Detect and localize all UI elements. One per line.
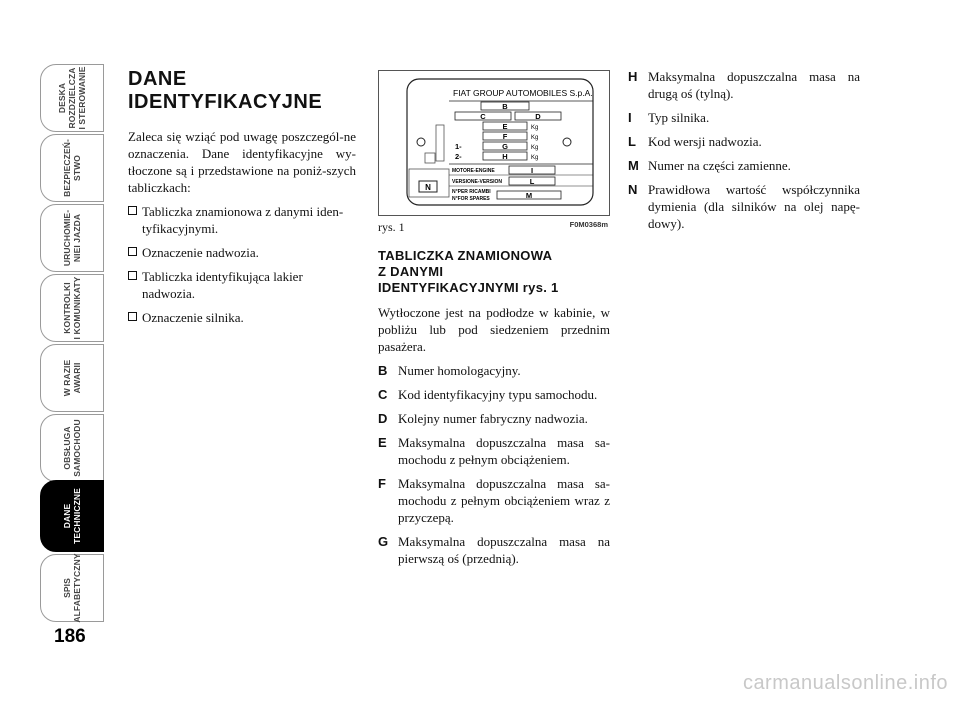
legend-text: Numer homologacyjny. [398,363,521,378]
legend-text: Maksymalna dopuszczalna masa na pierwszą oś (przednią). [398,534,610,566]
title-line: DANE [128,68,187,90]
field-L-label: L [529,177,535,186]
plate-header-text: FIAT GROUP AUTOMOBILES S.p.A. [453,88,593,98]
page-number: 186 [54,626,86,647]
figure-code: F0M0368m [569,220,608,229]
tab-obsluga[interactable] [40,414,104,482]
unit-kg: Kg [531,155,539,161]
unit-kg: Kg [531,135,539,141]
tab-label: BEZPIECZEŃ- STWO [62,139,82,197]
checkbox-bullet-icon [128,247,137,256]
column-plate [378,70,610,567]
section-heading [378,248,610,296]
tab-spis-alfabetyczny[interactable] [40,554,104,622]
plate-intro-paragraph: Wytłoczone jest na podłodze w kabinie, w pobliżu lub pod siedzeniem przednim pasażera. [378,305,610,354]
list-item [128,203,356,237]
legend-text: Kolejny numer fabryczny nadwozia. [398,411,588,426]
legend-item [628,68,860,102]
field-I-label: I [530,166,534,175]
field-M-label: M [525,191,533,200]
legend-letter: H [628,69,638,84]
list-item-text: Oznaczenie nadwozia. [142,245,259,260]
legend-item [378,410,610,427]
legend-text: Maksymalna dopuszczalna masa na drugą oś (tylną). [648,69,860,101]
heading-line: IDENTYFIKACYJNYMI rys. 1 [378,280,559,295]
tab-label: SPIS ALFABETYCZNY [62,553,82,623]
list-item-text: Tabliczka znamionowa z danymi iden-tyfikacyjnymi. [142,204,344,236]
unit-kg: Kg [531,145,539,151]
tab-uruchomienie[interactable] [40,204,104,272]
legend-item [378,362,610,379]
field-H-label: H [502,152,508,161]
legend-letter: C [378,387,388,402]
page-title [128,68,356,114]
tab-label: URUCHOMIE- NIEI JAZDA [62,209,82,267]
legend-letter: N [628,182,638,197]
tab-label: DANE TECHNICZNE [62,488,82,544]
legend-letter: D [378,411,388,426]
intro-paragraph: Zaleca się wziąć pod uwagę poszczegól-ne oznaczenia. Dane identyfikacyjne wy-tłoczone są i przedstawione na poniż-szych tabliczkach: [128,129,356,195]
legend-text: Typ silnika. [648,110,710,125]
field-C-label: C [480,112,486,121]
legend-item [628,133,860,150]
checkbox-bullet-icon [128,206,137,215]
versione-version-label: VERSIONE-VERSION [452,179,503,185]
tab-bezpieczenstwo[interactable] [40,134,104,202]
tab-kontrolki[interactable] [40,274,104,342]
heading-line: Z DANYMI [378,264,444,279]
legend-item [378,533,610,567]
legend-text: Maksymalna dopuszczalna masa sa-mochodu z pełnym obciążeniem wraz z przyczepą. [398,476,610,525]
legend-text: Numer na części zamienne. [648,158,791,173]
legend-letter: M [628,158,639,173]
list-item [128,268,356,302]
identification-plate-figure [378,70,610,216]
legend-text: Maksymalna dopuszczalna masa sa-mochodu z pełnym obciążeniem. [398,435,610,467]
checkbox-bullet-icon [128,271,137,280]
field-G-label: G [502,142,508,151]
field-B-label: B [502,102,508,111]
unit-kg: Kg [531,125,539,131]
legend-item [628,109,860,126]
list-item-text: Oznaczenie silnika. [142,310,244,325]
watermark: carmanualsonline.info [742,672,948,694]
legend-item [628,181,860,232]
tab-label: OBSŁUGA SAMOCHODU [62,419,82,477]
legend-letter: F [378,476,386,491]
checkbox-bullet-icon [128,312,137,321]
legend-letter: L [628,134,636,149]
figure-caption-row [378,218,610,236]
tab-w-razie-awarii[interactable] [40,344,104,412]
list-item [128,309,356,326]
tab-dane-techniczne[interactable] [40,480,104,552]
field-N-label: N [425,183,431,192]
motore-engine-label: MOTORE-ENGINE [452,168,495,174]
plate-illustration [379,71,609,215]
tab-label: W RAZIE AWARII [62,359,82,397]
column-intro [128,68,356,326]
tab-label: KONTROLKI I KOMUNIKATY [62,276,82,340]
axle-1-label: 1- [455,142,462,151]
ricambi-label-2: N°FOR SPARES [452,196,490,202]
figure-caption: rys. 1 [378,220,405,234]
axle-2-label: 2- [455,152,462,161]
field-F-label: F [502,132,508,141]
field-D-label: D [535,112,541,121]
legend-text: Kod wersji nadwozia. [648,134,762,149]
legend-item [378,475,610,526]
ricambi-label-1: N°PER RICAMBI [452,189,491,195]
heading-line: TABLICZKA ZNAMIONOWA [378,248,553,263]
legend-letter: E [378,435,387,450]
legend-item [378,386,610,403]
legend-item [628,157,860,174]
field-E-label: E [502,122,508,131]
legend-text: Kod identyfikacyjny typu samochodu. [398,387,598,402]
legend-text: Prawidłowa wartość współczynnika dymienia (dla silników na olej napę-dowy). [648,182,860,231]
legend-letter: B [378,363,388,378]
legend-item [378,434,610,468]
list-item-text: Tabliczka identyfikująca lakier nadwozia. [142,269,303,301]
tab-label: DESKA ROZDZIELCZA I STEROWANIE [57,66,87,130]
legend-letter: G [378,534,389,549]
tab-deska-rozdzielcza[interactable] [40,64,104,132]
column-legend-continued [628,68,860,232]
title-line: IDENTYFIKACYJNE [128,91,323,113]
list-item [128,244,356,261]
legend-letter: I [628,110,632,125]
